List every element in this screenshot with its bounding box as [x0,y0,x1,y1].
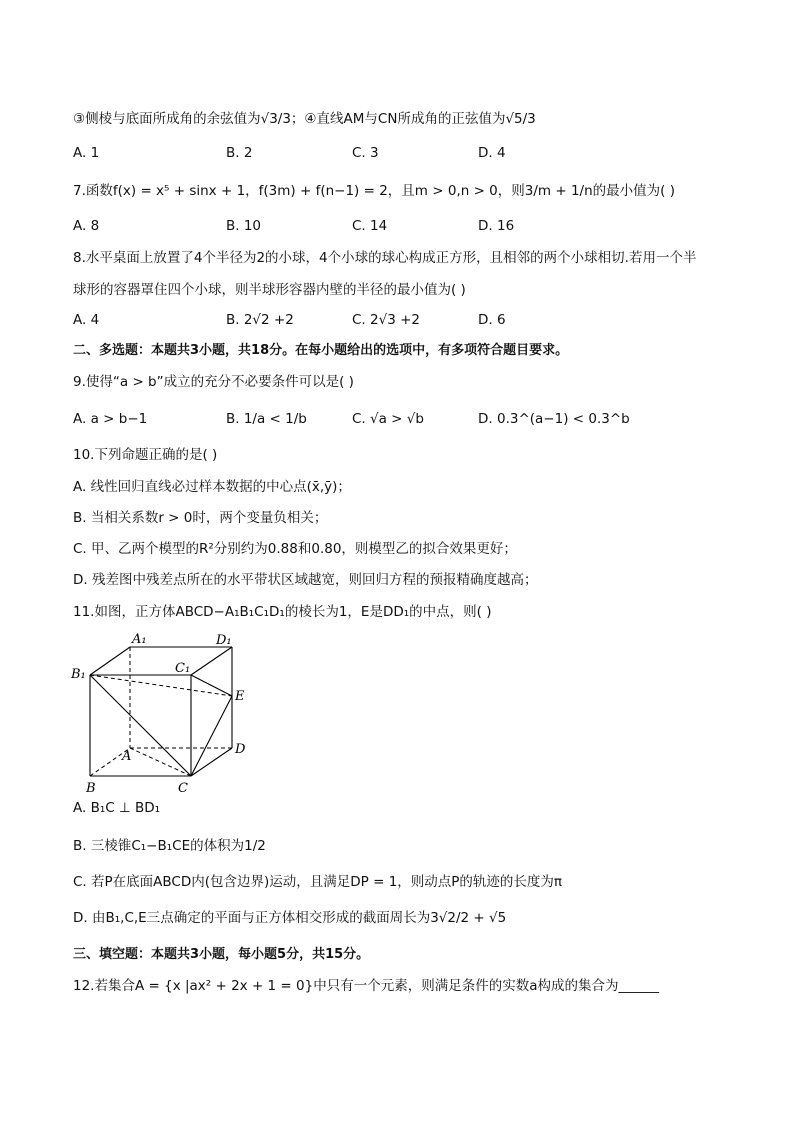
segment-c-e [191,696,232,776]
label-c: C [178,781,188,796]
q9-stem: 9.使得“a > b”成立的充分不必要条件可以是( ) [73,374,354,390]
q8-stem-line2: 球形的容器罩住四个小球，则半球形容器内壁的半径的最小值为( ) [73,282,466,298]
section-fill-blank-header: 三、填空题：本题共3小题，每小题5分，共15分。 [73,947,370,962]
edge-c-d [191,748,232,776]
q6-option-c: C. 3 [352,145,379,161]
q11-option-b: B. 三棱锥C₁−B₁CE的体积为1/2 [73,838,266,854]
q9-option-b: B. 1/a < 1/b [226,411,307,427]
q9-option-d: D. 0.3^(a−1) < 0.3^b [478,411,630,427]
label-d1: D₁ [216,633,232,648]
segment-b1-c [90,675,191,776]
cube-figure [70,628,250,798]
q11-option-d: D. 由B₁,C,E三点确定的平面与正方体相交形成的截面周长为3√2/2 + √5 [73,910,507,926]
q8-option-c: C. 2√3 +2 [352,312,420,328]
label-a1: A₁ [132,632,147,647]
q6-statement: ③侧棱与底面所成角的余弦值为√3/3；④直线AM与CN所成角的正弦值为√5/3 [73,111,536,127]
q6-option-b: B. 2 [226,145,253,161]
q10-stem: 10.下列命题正确的是( ) [73,447,218,463]
q7-stem: 7.函数f(x) = x⁵ + sinx + 1，f(3m) + f(n−1) = 2，且m > 0,n > 0，则3/m + 1/n的最小值为( ) [73,183,675,199]
label-a: A [122,749,132,764]
q11-stem: 11.如图，正方体ABCD−A₁B₁C₁D₁的棱长为1，E是DD₁的中点，则( ) [73,604,492,620]
q7-option-c: C. 14 [352,218,388,234]
q10-option-b: B. 当相关系数r > 0时，两个变量负相关； [73,510,328,526]
q6-option-d: D. 4 [478,145,506,161]
q6-option-a: A. 1 [73,145,100,161]
q9-option-a: A. a > b−1 [73,411,148,427]
q8-option-d: D. 6 [478,312,506,328]
q9-options [73,409,633,429]
q8-options [73,310,633,330]
q9-option-c: C. √a > √b [352,411,424,427]
q12-stem: 12.若集合A = {x |ax² + 2x + 1 = 0}中只有一个元素，则满足条件的实数a构成的集合为______ [73,978,659,994]
label-c1: C₁ [175,661,191,676]
q11-option-a: A. B₁C ⊥ BD₁ [73,800,161,816]
q8-stem-line1: 8.水平桌面上放置了4个半径为2的小球，4个小球的球心构成正方形，且相邻的两个小球相切.若用一个半 [73,250,697,266]
q10-option-c: C. 甲、乙两个模型的R²分别约为0.88和0.80，则模型乙的拟合效果更好； [73,541,517,557]
q11-option-c: C. 若P在底面ABCD内(包含边界)运动，且满足DP = 1，则动点P的轨迹的长度为π [73,874,563,890]
q10-option-a: A. 线性回归直线必过样本数据的中心点(x̄,ȳ)； [73,479,351,495]
label-b: B [86,781,96,796]
q7-options [73,216,633,236]
edge-c1-d1 [191,647,232,675]
q7-option-b: B. 10 [226,218,262,234]
q7-option-a: A. 8 [73,218,100,234]
label-e: E [235,689,245,704]
section-multi-choice-header: 二、多选题：本题共3小题，共18分。在每小题给出的选项中，有多项符合题目要求。 [73,343,569,358]
q8-option-a: A. 4 [73,312,100,328]
label-b1: B₁ [71,667,86,682]
edge-b1-a1 [90,647,130,675]
q7-option-d: D. 16 [478,218,515,234]
q6-options [73,143,633,163]
label-d: D [235,742,246,757]
q10-option-d: D. 残差图中残差点所在的水平带状区域越宽，则回归方程的预报精确度越高； [73,572,538,588]
q8-option-b: B. 2√2 +2 [226,312,294,328]
hidden-segment-a-c [130,748,191,776]
